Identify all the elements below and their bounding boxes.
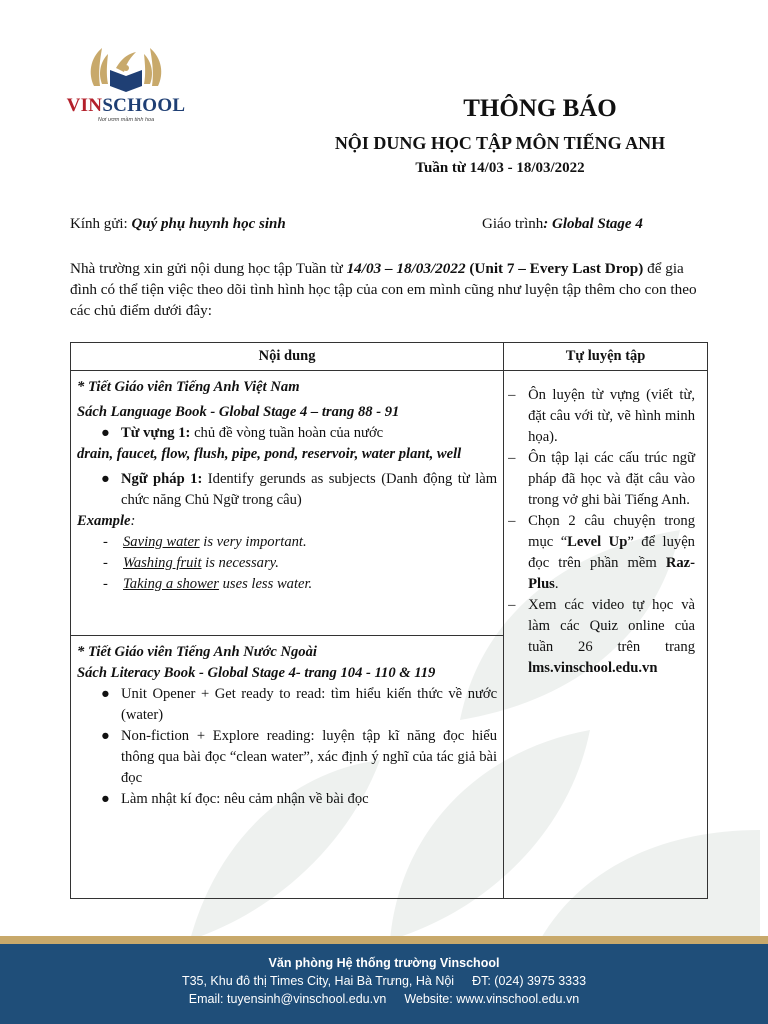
week-range: Tuần từ 14/03 - 18/03/2022	[415, 160, 585, 176]
page-subtitle: NỘI DUNG HỌC TẬP MÔN TIẾNG ANH	[334, 133, 666, 153]
vinschool-logo-icon	[66, 40, 186, 96]
grammar-text: Identify gerunds as subjects (Danh động từ làm chức năng Chủ Ngữ trong câu)	[121, 471, 498, 508]
example-gerund: Taking a shower	[123, 576, 219, 592]
list-item: ● Ngữ pháp 1: Identify gerunds as subjects (Danh động từ làm chức năng Chủ Ngữ trong câu)	[101, 471, 498, 508]
list-item: ● Unit Opener + Get ready to read: tìm hiểu kiến thức về nước (water)	[77, 684, 497, 726]
self-practice-item: Ôn tập lại các cấu trúc ngữ pháp đã học và đặt câu vào trong vở ghi bài Tiếng Anh.	[528, 450, 695, 508]
list-item: ● Làm nhật kí đọc: nêu cảm nhận về bài đọc	[77, 789, 497, 810]
example-rest: uses less water.	[218, 576, 313, 592]
self-practice-text: ” để luyện đọc trên phần mềm	[528, 534, 695, 571]
lms-site-link[interactable]: lms.vinschool.edu.vn	[528, 660, 658, 676]
logo-text-school: SCHOOL	[102, 95, 186, 116]
footer	[0, 944, 768, 1024]
literacy-item: Non-fiction + Explore reading: luyện tập kĩ năng đọc hiểu thông qua bài đọc “clean water”, xác định ý nghĩ của tác giả bài đọc	[121, 728, 498, 786]
footer-contact-line	[0, 992, 768, 1006]
list-item: ● Từ vựng 1: chủ đề vòng tuần hoàn của nước	[101, 425, 384, 441]
col-header-self-practice: Tự luyện tập	[504, 343, 708, 371]
self-practice-cell	[504, 371, 708, 899]
example-colon: :	[130, 513, 136, 529]
example-rest: is necessary.	[201, 555, 279, 571]
self-practice-text: .	[554, 576, 559, 592]
recipient-value: Quý phụ huynh học sinh	[131, 216, 286, 232]
intro-text: Nhà trường xin gửi nội dung học tập Tuần từ	[70, 260, 347, 277]
intro-paragraph	[70, 258, 712, 321]
grammar-label: Ngữ pháp 1:	[121, 471, 203, 487]
footer-gold-divider	[0, 936, 768, 944]
section-book-title: Sách Language Book - Global Stage 4 – trang 88 - 91	[77, 404, 400, 420]
curriculum-line	[482, 216, 643, 233]
vocab-text: chủ đề vòng tuần hoàn của nước	[190, 425, 384, 441]
section-teacher-title: * Tiết Giáo viên Tiếng Anh Nước Ngoài	[77, 644, 317, 660]
footer-office: Văn phòng Hệ thống trường Vinschool	[268, 956, 500, 970]
level-up-label: Level Up	[567, 534, 628, 550]
vocab-words: drain, faucet, flow, flush, pipe, pond, reservoir, water plant, well	[77, 446, 462, 462]
self-practice-text: Xem các video tự học và làm các Quiz online của tuần 26 trên trang	[528, 597, 695, 655]
literacy-item: Unit Opener + Get ready to read: tìm hiểu kiến thức về nước (water)	[121, 686, 498, 723]
list-item: ● Non-fiction + Explore reading: luyện tập kĩ năng đọc hiểu thông qua bài đọc “clean water”, xác định ý nghĩ của tác giả bài đọc	[77, 726, 497, 789]
recipient-line	[70, 216, 286, 233]
example-item: - Saving water is very important.	[103, 534, 307, 550]
col-header-content: Nội dung	[71, 343, 504, 371]
literacy-item: Làm nhật kí đọc: nêu cảm nhận về bài đọc	[121, 791, 369, 807]
content-table	[70, 342, 708, 899]
section-teacher-title: * Tiết Giáo viên Tiếng Anh Việt Nam	[77, 379, 300, 395]
vinschool-logo	[66, 40, 186, 124]
recipient-label: Kính gửi:	[70, 216, 132, 232]
list-item: – Ôn tập lại các cấu trúc ngữ pháp đã học và đặt câu vào trong vở ghi bài Tiếng Anh.	[508, 448, 695, 511]
footer-address: T35, Khu đô thị Times City, Hai Bà Trưng, Hà Nội	[181, 974, 455, 988]
vocab-label: Từ vựng 1:	[121, 425, 191, 441]
self-practice-item: Ôn luyện từ vựng (viết từ, đặt câu với từ, vẽ hình minh họa).	[528, 387, 695, 445]
footer-website[interactable]: Website: www.vinschool.edu.vn	[404, 992, 580, 1006]
example-item: - Taking a shower uses less water.	[103, 576, 313, 592]
intro-text-cont: để gia đình có thể tiện việc theo dõi tình hình học tập của con em mình cũng như luyện tập thêm cho con theo các chủ điểm dưới đây:	[70, 260, 697, 319]
curriculum-value: : Global Stage 4	[543, 216, 643, 232]
footer-phone: ĐT: (024) 3975 3333	[472, 974, 587, 988]
table-row	[71, 371, 708, 636]
list-item: – Chọn 2 câu chuyện trong mục “Level Up” để luyện đọc trên phần mềm Raz-Plus.	[508, 513, 695, 592]
section-book-title: Sách Literacy Book - Global Stage 4- trang 104 - 110 & 119	[77, 665, 436, 681]
logo-tagline: Nơi ươm mầm tinh hoa	[97, 117, 155, 123]
example-item: - Washing fruit is necessary.	[103, 555, 279, 571]
example-label	[77, 511, 497, 532]
list-item: – Ôn luyện từ vựng (viết từ, đặt câu với từ, vẽ hình minh họa).	[508, 385, 695, 448]
logo-text-vin: VIN	[66, 95, 103, 116]
page-title: THÔNG BÁO	[463, 95, 617, 122]
list-item: – Xem các video tự học và làm các Quiz online của tuần 26 trên trang lms.vinschool.edu.vn	[508, 597, 695, 676]
section-vn-teacher	[71, 371, 504, 636]
footer-address-line	[0, 974, 768, 988]
self-practice-text: Chọn 2 câu chuyện trong mục “	[528, 513, 695, 550]
footer-email[interactable]: Email: tuyensinh@vinschool.edu.vn	[188, 992, 387, 1006]
raz-plus-label: Raz-Plus	[528, 555, 695, 592]
section-foreign-teacher	[71, 636, 504, 899]
example-word: Example	[77, 513, 131, 529]
curriculum-label: Giáo trình	[482, 216, 544, 232]
intro-unit: (Unit 7 – Every Last Drop)	[465, 260, 644, 277]
example-gerund: Washing fruit	[123, 555, 202, 571]
table-header-row	[71, 343, 708, 371]
example-rest: is very important.	[199, 534, 307, 550]
example-gerund: Saving water	[123, 534, 200, 550]
intro-dates: 14/03 – 18/03/2022	[346, 260, 466, 277]
